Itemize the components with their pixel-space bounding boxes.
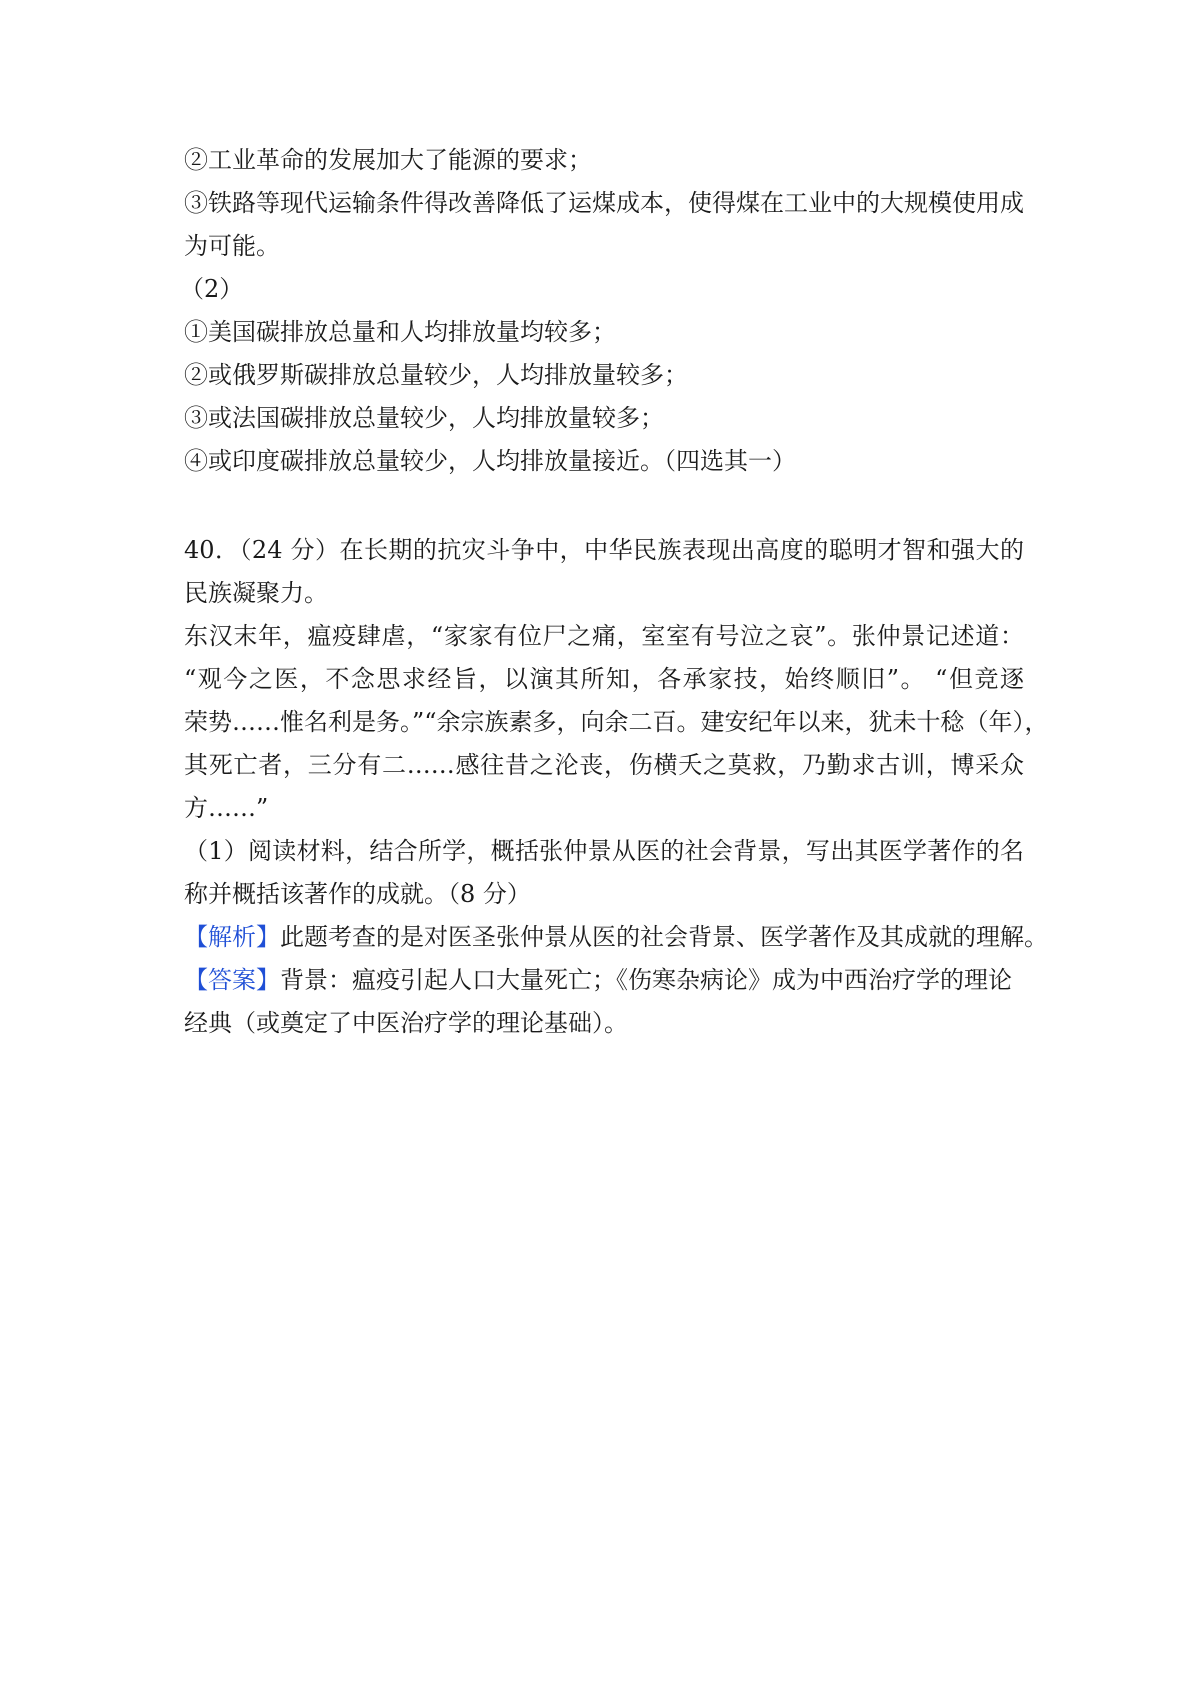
answer-item-2: ②工业革命的发展加大了能源的要求；	[184, 146, 592, 174]
answer-line1	[184, 963, 1012, 997]
answer-line2: 经典（或奠定了中医治疗学的理论基础）。	[184, 1009, 628, 1037]
analysis-tag: 【解析】	[184, 923, 280, 951]
part2-item-3: ③或法国碳排放总量较少，人均排放量较多；	[184, 404, 664, 432]
part2-label: （2）	[180, 275, 244, 303]
answer-item-3-line2: 为可能。	[184, 232, 280, 260]
analysis-text: 此题考查的是对医圣张仲景从医的社会背景、医学著作及其成就的理解。	[280, 923, 1048, 951]
analysis-line	[184, 920, 1048, 954]
part2-item-1: ①美国碳排放总量和人均排放量均较多；	[184, 318, 616, 346]
question-40-stem-line1: 40．（24 分）在长期的抗灾斗争中，中华民族表现出高度的聪明才智和强大的	[184, 536, 1024, 564]
subquestion-1-line2: 称并概括该著作的成就。（8 分）	[184, 880, 531, 908]
material-line-3: 荣势……惟名利是务。”“余宗族素多，向余二百。建安纪年以来，犹未十稔（年），	[184, 708, 1049, 736]
subquestion-1-line1: （1）阅读材料，结合所学，概括张仲景从医的社会背景，写出其医学著作的名	[184, 837, 1024, 865]
part2-item-2: ②或俄罗斯碳排放总量较少，人均排放量较多；	[184, 361, 688, 389]
answer-item-3-line1: ③铁路等现代运输条件得改善降低了运煤成本，使得煤在工业中的大规模使用成	[184, 189, 1024, 217]
answer-text-line1: 背景：瘟疫引起人口大量死亡；《伤寒杂病论》成为中西治疗学的理论	[280, 966, 1012, 994]
material-line-5: 方……”	[184, 794, 269, 822]
material-line-2: “观今之医，不念思求经旨，以演其所知，各承家技，始终顺旧”。 “但竞逐	[184, 665, 1024, 693]
answer-tag: 【答案】	[184, 966, 280, 994]
question-40-stem-line2: 民族凝聚力。	[184, 579, 328, 607]
material-line-4: 其死亡者，三分有二……感往昔之沦丧，伤横夭之莫救，乃勤求古训，博采众	[184, 751, 1024, 779]
part2-item-4: ④或印度碳排放总量较少，人均排放量接近。（四选其一）	[184, 447, 796, 475]
material-line-1: 东汉末年，瘟疫肆虐，“家家有位尸之痛，室室有号泣之哀”。张仲景记述道：	[184, 622, 1024, 650]
